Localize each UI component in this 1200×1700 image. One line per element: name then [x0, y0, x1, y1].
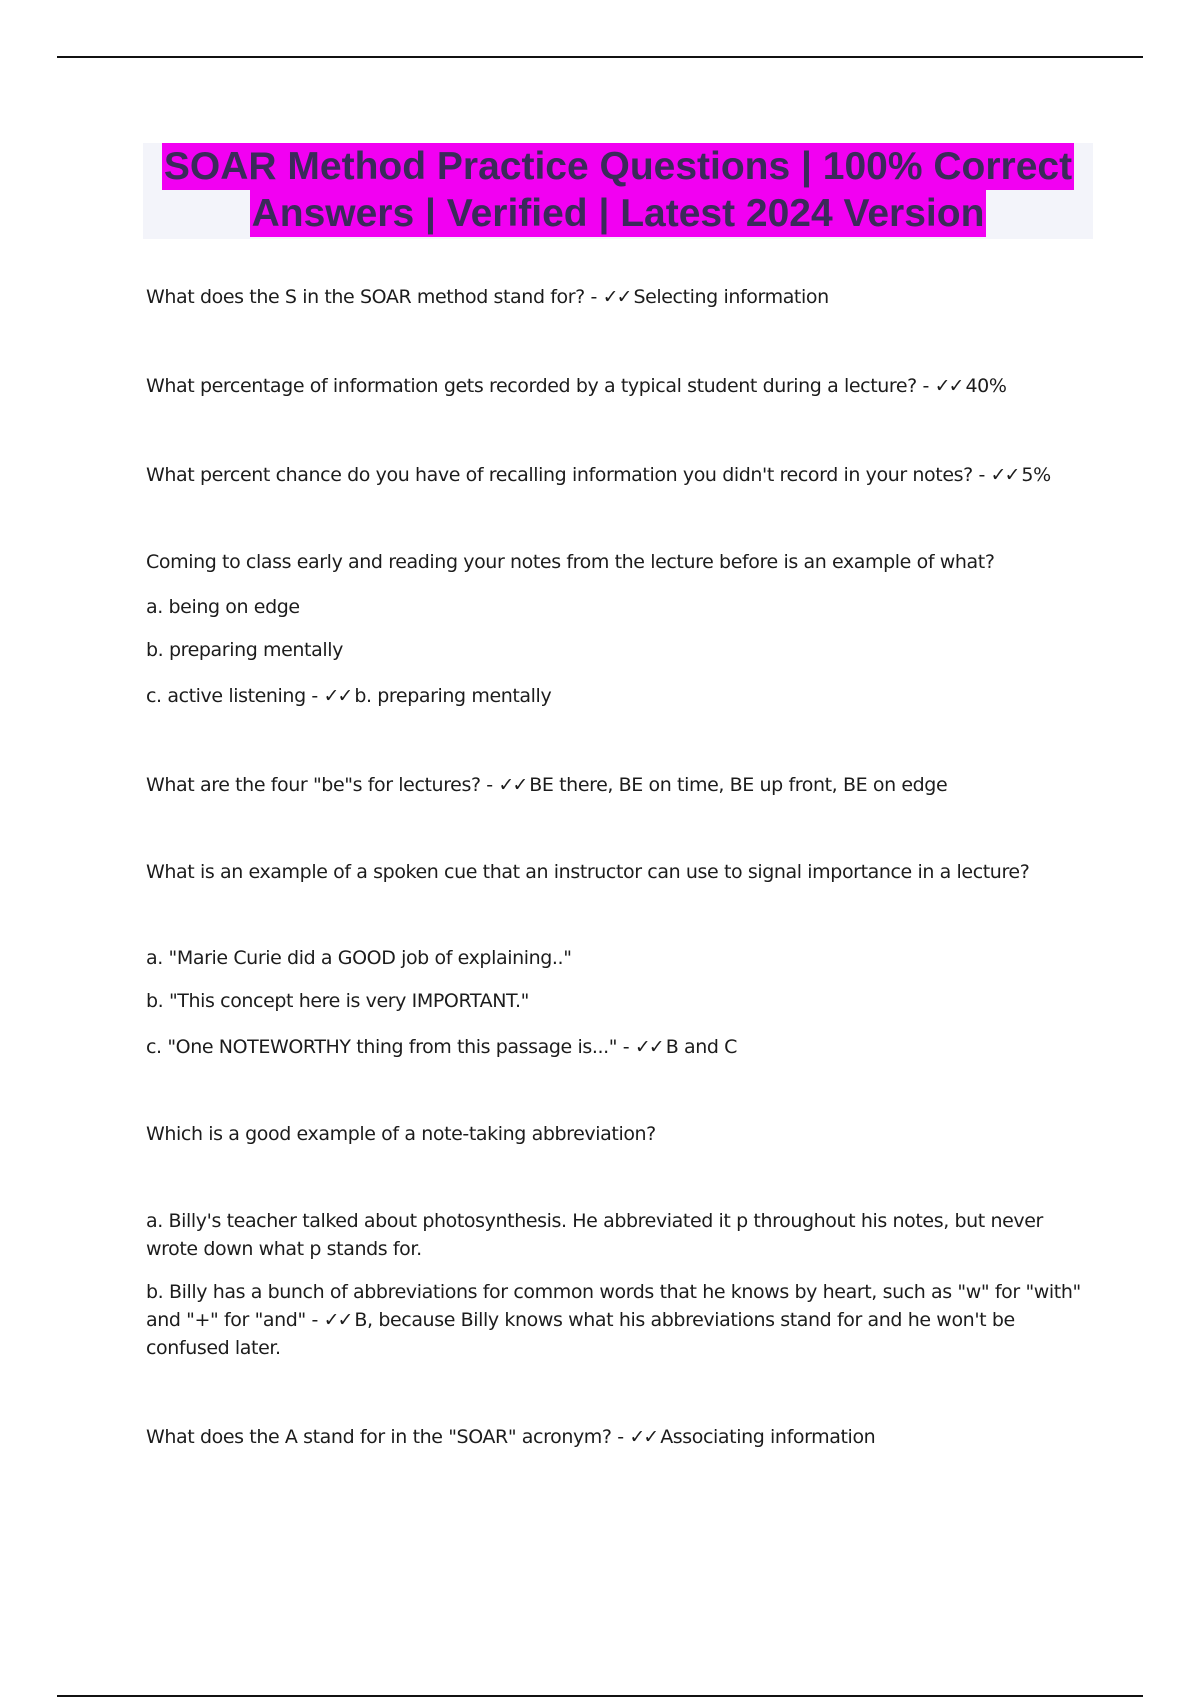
check-icon: ✓✓ [323, 685, 352, 707]
check-icon: ✓✓ [602, 286, 631, 308]
check-icon: ✓✓ [934, 375, 963, 397]
qa-option-a: a. "Marie Curie did a GOOD job of explaining.." [146, 947, 572, 969]
qa-option-c-answer: c. active listening - ✓✓ b. preparing mentally [146, 685, 552, 707]
qa-option-c-answer: c. "One NOTEWORTHY thing from this passage is..." - ✓✓ B and C [146, 1036, 738, 1058]
check-icon: ✓✓ [498, 774, 527, 796]
title-line-1: SOAR Method Practice Questions | 100% Correct [163, 145, 1073, 188]
qa-item-s-meaning: What does the S in the SOAR method stand for? - ✓✓ Selecting information [146, 286, 829, 308]
check-icon: ✓✓ [990, 464, 1019, 486]
document-title [143, 143, 1093, 239]
top-rule [57, 56, 1143, 58]
qa-item-percent-recorded: What percentage of information gets recorded by a typical student during a lecture? - ✓✓ 40% [146, 375, 1007, 397]
qa-option-a: a. Billy's teacher talked about photosynthesis. He abbreviated it p throughout his notes, but never wrote down what p stands for. [146, 1210, 1043, 1260]
qa-option-b: b. "This concept here is very IMPORTANT." [146, 990, 529, 1012]
bottom-rule [57, 1695, 1143, 1697]
qa-option-a: a. being on edge [146, 596, 300, 618]
check-icon: ✓✓ [323, 1309, 352, 1331]
qa-item-spoken-cue-question: What is an example of a spoken cue that an instructor can use to signal importance in a lecture? [146, 861, 1030, 883]
qa-item-a-meaning: What does the A stand for in the "SOAR" acronym? - ✓✓ Associating information [146, 1426, 876, 1448]
qa-option-b-answer: b. Billy has a bunch of abbreviations for common words that he knows by heart, such as "w" for "with" and "+" for "and" - ✓✓ B, because Billy knows what his abbreviations stand for and he won't be confused later. [146, 1281, 1081, 1359]
qa-option-b: b. preparing mentally [146, 639, 343, 661]
check-icon: ✓✓ [634, 1036, 663, 1058]
check-icon: ✓✓ [629, 1426, 658, 1448]
qa-item-abbreviation-question: Which is a good example of a note-taking abbreviation? [146, 1123, 656, 1145]
qa-item-recall-chance: What percent chance do you have of recalling information you didn't record in your notes? - ✓✓ 5% [146, 464, 1051, 486]
qa-item-class-early-question: Coming to class early and reading your notes from the lecture before is an example of what? [146, 551, 995, 573]
title-line-2: Answers | Verified | Latest 2024 Version [251, 192, 985, 235]
qa-item-four-bes: What are the four "be"s for lectures? - ✓✓ BE there, BE on time, BE up front, BE on edge [146, 774, 948, 796]
